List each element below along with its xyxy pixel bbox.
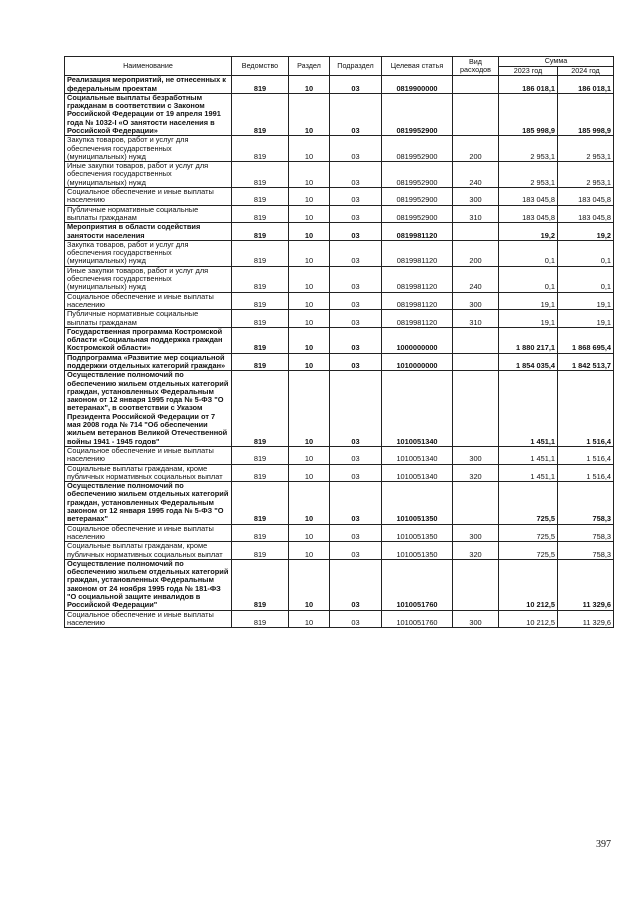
cell-department: 819 <box>232 559 289 610</box>
table-row <box>65 76 614 94</box>
cell-department: 819 <box>232 240 289 266</box>
header-target-article: Целевая статья <box>382 57 453 76</box>
cell-target-article: 0819900000 <box>382 76 453 94</box>
cell-sum-2024: 0,1 <box>558 240 614 266</box>
cell-subsection: 03 <box>330 223 382 241</box>
cell-section: 10 <box>289 162 330 188</box>
cell-name: Осуществление полномочий по обеспечению жильем отдельных категорий граждан, установленных Федеральным законом от 24 ноября 1995 года № 181-ФЗ "О социальной защите инвалидов в Российской Федерации" <box>65 559 232 610</box>
cell-target-article: 0819952900 <box>382 162 453 188</box>
cell-section: 10 <box>289 93 330 135</box>
header-year-2023: 2023 год <box>499 67 558 76</box>
cell-sum-2023: 19,2 <box>499 223 558 241</box>
cell-sum-2024: 183 045,8 <box>558 188 614 206</box>
cell-department: 819 <box>232 76 289 94</box>
cell-sum-2024: 11 329,6 <box>558 610 614 628</box>
table-row <box>65 482 614 524</box>
cell-subsection: 03 <box>330 464 382 482</box>
header-expense-type: Вид расходов <box>453 57 499 76</box>
cell-department: 819 <box>232 446 289 464</box>
cell-expense-type <box>453 327 499 353</box>
cell-sum-2023: 1 451,1 <box>499 446 558 464</box>
cell-subsection: 03 <box>330 266 382 292</box>
cell-sum-2023: 185 998,9 <box>499 93 558 135</box>
cell-department: 819 <box>232 524 289 542</box>
cell-subsection: 03 <box>330 188 382 206</box>
cell-name: Социальное обеспечение и иные выплаты населению <box>65 524 232 542</box>
cell-section: 10 <box>289 353 330 371</box>
table-header <box>65 57 614 76</box>
cell-section: 10 <box>289 559 330 610</box>
table-row <box>65 446 614 464</box>
table-row <box>65 266 614 292</box>
cell-expense-type: 200 <box>453 136 499 162</box>
cell-department: 819 <box>232 292 289 310</box>
cell-subsection: 03 <box>330 240 382 266</box>
cell-section: 10 <box>289 266 330 292</box>
cell-department: 819 <box>232 482 289 524</box>
cell-sum-2024: 183 045,8 <box>558 205 614 223</box>
cell-name: Закупка товаров, работ и услуг для обеспечения государственных (муниципальных) нужд <box>65 240 232 266</box>
cell-section: 10 <box>289 542 330 560</box>
cell-sum-2024: 19,2 <box>558 223 614 241</box>
cell-sum-2024: 11 329,6 <box>558 559 614 610</box>
table-row <box>65 559 614 610</box>
cell-section: 10 <box>289 292 330 310</box>
cell-target-article: 0819981120 <box>382 310 453 328</box>
cell-expense-type: 300 <box>453 188 499 206</box>
table-row <box>65 188 614 206</box>
cell-subsection: 03 <box>330 610 382 628</box>
cell-subsection: 03 <box>330 559 382 610</box>
cell-sum-2024: 758,3 <box>558 524 614 542</box>
cell-name: Реализация мероприятий, не отнесенных к федеральным проектам <box>65 76 232 94</box>
cell-target-article: 0819952900 <box>382 205 453 223</box>
cell-department: 819 <box>232 223 289 241</box>
table-row <box>65 524 614 542</box>
cell-expense-type: 310 <box>453 205 499 223</box>
cell-target-article: 1010051760 <box>382 610 453 628</box>
cell-department: 819 <box>232 93 289 135</box>
cell-sum-2023: 0,1 <box>499 240 558 266</box>
cell-sum-2023: 183 045,8 <box>499 205 558 223</box>
table-row <box>65 610 614 628</box>
cell-name: Социальное обеспечение и иные выплаты населению <box>65 446 232 464</box>
cell-expense-type: 200 <box>453 240 499 266</box>
cell-expense-type: 240 <box>453 162 499 188</box>
cell-department: 819 <box>232 542 289 560</box>
cell-section: 10 <box>289 76 330 94</box>
cell-sum-2024: 1 516,4 <box>558 371 614 447</box>
cell-expense-type <box>453 93 499 135</box>
table-body <box>65 76 614 628</box>
cell-sum-2023: 725,5 <box>499 542 558 560</box>
cell-sum-2023: 725,5 <box>499 524 558 542</box>
cell-section: 10 <box>289 223 330 241</box>
cell-name: Осуществление полномочий по обеспечению жильем отдельных категорий граждан, установленных Федеральным законом от 12 января 1995 года № 5-ФЗ "О ветеранах", в соответствии с Указом Президента Российской Федерации от 7 мая 2008 года № 714 "Об обеспечении жильем ветеранов Великой Отечественной войны 1941 - 1945 годов" <box>65 371 232 447</box>
cell-section: 10 <box>289 482 330 524</box>
table-row <box>65 93 614 135</box>
table-row <box>65 464 614 482</box>
cell-department: 819 <box>232 464 289 482</box>
cell-sum-2024: 1 842 513,7 <box>558 353 614 371</box>
cell-sum-2023: 725,5 <box>499 482 558 524</box>
cell-department: 819 <box>232 327 289 353</box>
cell-sum-2023: 1 451,1 <box>499 371 558 447</box>
cell-target-article: 0819981120 <box>382 240 453 266</box>
cell-subsection: 03 <box>330 542 382 560</box>
cell-name: Иные закупки товаров, работ и услуг для обеспечения государственных (муниципальных) нужд <box>65 162 232 188</box>
header-section: Раздел <box>289 57 330 76</box>
cell-department: 819 <box>232 136 289 162</box>
table-row <box>65 310 614 328</box>
cell-sum-2024: 1 516,4 <box>558 446 614 464</box>
cell-department: 819 <box>232 266 289 292</box>
table-row <box>65 205 614 223</box>
cell-sum-2023: 2 953,1 <box>499 136 558 162</box>
cell-target-article: 0819981120 <box>382 223 453 241</box>
cell-target-article: 0819981120 <box>382 266 453 292</box>
cell-section: 10 <box>289 371 330 447</box>
table-row <box>65 371 614 447</box>
budget-table <box>64 56 614 628</box>
table-row <box>65 292 614 310</box>
cell-sum-2024: 185 998,9 <box>558 93 614 135</box>
cell-subsection: 03 <box>330 76 382 94</box>
cell-section: 10 <box>289 464 330 482</box>
cell-subsection: 03 <box>330 446 382 464</box>
cell-sum-2024: 186 018,1 <box>558 76 614 94</box>
cell-name: Социальное обеспечение и иные выплаты населению <box>65 292 232 310</box>
cell-target-article: 1010051340 <box>382 446 453 464</box>
cell-subsection: 03 <box>330 353 382 371</box>
cell-department: 819 <box>232 205 289 223</box>
header-sum: Сумма <box>499 57 614 67</box>
cell-expense-type: 300 <box>453 446 499 464</box>
cell-name: Мероприятия в области содействия занятости населения <box>65 223 232 241</box>
cell-section: 10 <box>289 446 330 464</box>
cell-expense-type: 320 <box>453 542 499 560</box>
cell-expense-type <box>453 76 499 94</box>
cell-target-article: 1010051350 <box>382 482 453 524</box>
cell-section: 10 <box>289 188 330 206</box>
cell-name: Социальные выплаты гражданам, кроме публичных нормативных социальных выплат <box>65 464 232 482</box>
cell-name: Иные закупки товаров, работ и услуг для обеспечения государственных (муниципальных) нужд <box>65 266 232 292</box>
cell-sum-2024: 758,3 <box>558 542 614 560</box>
cell-subsection: 03 <box>330 310 382 328</box>
cell-expense-type: 300 <box>453 610 499 628</box>
cell-sum-2023: 2 953,1 <box>499 162 558 188</box>
cell-department: 819 <box>232 188 289 206</box>
cell-sum-2023: 10 212,5 <box>499 610 558 628</box>
cell-name: Публичные нормативные социальные выплаты гражданам <box>65 205 232 223</box>
cell-section: 10 <box>289 327 330 353</box>
cell-sum-2024: 2 953,1 <box>558 136 614 162</box>
cell-target-article: 1010051760 <box>382 559 453 610</box>
table-row <box>65 542 614 560</box>
cell-department: 819 <box>232 353 289 371</box>
cell-target-article: 0819952900 <box>382 188 453 206</box>
cell-sum-2023: 1 880 217,1 <box>499 327 558 353</box>
cell-name: Закупка товаров, работ и услуг для обеспечения государственных (муниципальных) нужд <box>65 136 232 162</box>
header-year-2024: 2024 год <box>558 67 614 76</box>
cell-sum-2023: 0,1 <box>499 266 558 292</box>
cell-section: 10 <box>289 310 330 328</box>
cell-target-article: 1010000000 <box>382 353 453 371</box>
cell-section: 10 <box>289 240 330 266</box>
table-row <box>65 353 614 371</box>
cell-target-article: 0819952900 <box>382 136 453 162</box>
cell-name: Государственная программа Костромской области «Социальная поддержка граждан Костромской области» <box>65 327 232 353</box>
cell-target-article: 1010051340 <box>382 371 453 447</box>
cell-target-article: 1010051340 <box>382 464 453 482</box>
cell-sum-2023: 10 212,5 <box>499 559 558 610</box>
cell-name: Социальные выплаты гражданам, кроме публичных нормативных социальных выплат <box>65 542 232 560</box>
cell-name: Социальные выплаты безработным гражданам в соответствии с Законом Российской Федерации от 19 апреля 1991 года № 1032-I «О занятости населения в Российской Федерации» <box>65 93 232 135</box>
cell-sum-2023: 183 045,8 <box>499 188 558 206</box>
cell-sum-2024: 19,1 <box>558 292 614 310</box>
table-row <box>65 223 614 241</box>
table-row <box>65 327 614 353</box>
cell-subsection: 03 <box>330 327 382 353</box>
cell-sum-2024: 2 953,1 <box>558 162 614 188</box>
cell-department: 819 <box>232 610 289 628</box>
cell-target-article: 0819952900 <box>382 93 453 135</box>
cell-section: 10 <box>289 524 330 542</box>
cell-expense-type: 300 <box>453 524 499 542</box>
cell-department: 819 <box>232 310 289 328</box>
cell-department: 819 <box>232 371 289 447</box>
table-row <box>65 136 614 162</box>
cell-name: Публичные нормативные социальные выплаты гражданам <box>65 310 232 328</box>
cell-subsection: 03 <box>330 93 382 135</box>
table-row <box>65 240 614 266</box>
cell-sum-2024: 758,3 <box>558 482 614 524</box>
cell-name: Социальное обеспечение и иные выплаты населению <box>65 188 232 206</box>
cell-expense-type <box>453 559 499 610</box>
cell-expense-type: 310 <box>453 310 499 328</box>
cell-sum-2023: 186 018,1 <box>499 76 558 94</box>
table-row <box>65 162 614 188</box>
cell-expense-type <box>453 223 499 241</box>
cell-expense-type <box>453 482 499 524</box>
cell-name: Социальное обеспечение и иные выплаты населению <box>65 610 232 628</box>
header-department: Ведомство <box>232 57 289 76</box>
cell-expense-type: 320 <box>453 464 499 482</box>
page-number: 397 <box>596 839 611 850</box>
cell-name: Осуществление полномочий по обеспечению жильем отдельных категорий граждан, установленных Федеральным законом от 12 января 1995 года № 5-ФЗ "О ветеранах" <box>65 482 232 524</box>
header-name: Наименование <box>65 57 232 76</box>
cell-sum-2023: 1 854 035,4 <box>499 353 558 371</box>
cell-subsection: 03 <box>330 162 382 188</box>
header-subsection: Подраздел <box>330 57 382 76</box>
cell-expense-type <box>453 371 499 447</box>
cell-section: 10 <box>289 205 330 223</box>
cell-expense-type <box>453 353 499 371</box>
cell-sum-2024: 1 868 695,4 <box>558 327 614 353</box>
cell-section: 10 <box>289 136 330 162</box>
cell-sum-2024: 19,1 <box>558 310 614 328</box>
cell-sum-2024: 0,1 <box>558 266 614 292</box>
cell-expense-type: 240 <box>453 266 499 292</box>
cell-department: 819 <box>232 162 289 188</box>
cell-subsection: 03 <box>330 205 382 223</box>
cell-name: Подпрограмма «Развитие мер социальной поддержки отдельных категорий граждан» <box>65 353 232 371</box>
cell-subsection: 03 <box>330 524 382 542</box>
cell-target-article: 0819981120 <box>382 292 453 310</box>
cell-expense-type: 300 <box>453 292 499 310</box>
cell-target-article: 1000000000 <box>382 327 453 353</box>
cell-subsection: 03 <box>330 371 382 447</box>
cell-subsection: 03 <box>330 482 382 524</box>
cell-section: 10 <box>289 610 330 628</box>
cell-target-article: 1010051350 <box>382 542 453 560</box>
cell-subsection: 03 <box>330 136 382 162</box>
cell-target-article: 1010051350 <box>382 524 453 542</box>
cell-sum-2023: 19,1 <box>499 310 558 328</box>
cell-subsection: 03 <box>330 292 382 310</box>
cell-sum-2023: 19,1 <box>499 292 558 310</box>
cell-sum-2023: 1 451,1 <box>499 464 558 482</box>
cell-sum-2024: 1 516,4 <box>558 464 614 482</box>
